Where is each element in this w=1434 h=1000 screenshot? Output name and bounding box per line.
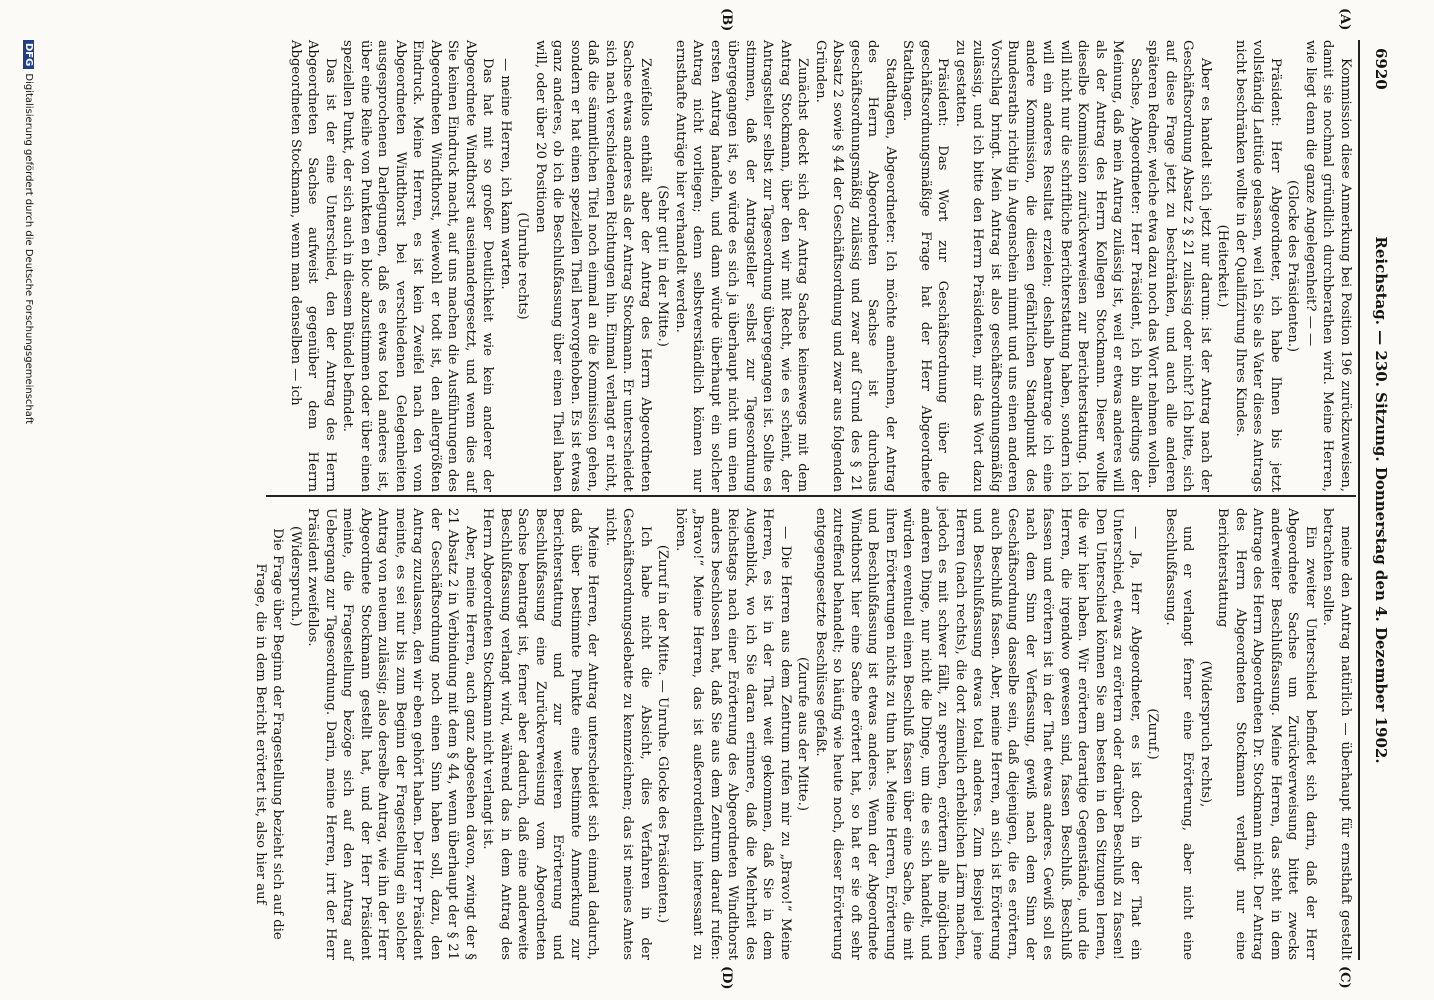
paragraph: meine den Antrag natürlich — überhaupt für ernsthaft gestellt betrachten sollte. <box>1320 508 1353 960</box>
column-divider <box>266 495 1356 497</box>
paragraph: Aber es handelt sich jetzt nur darum: ist der Antrag nach der Geschäftsordnung Absatz 2 § 21 zulässig oder nicht? Ich bitte, sich auf diese Frage jetzt zu beschränken, und auch alle anderen späteren Redner, welche etwa dazu noch das Wort nehmen wollen. <box>1145 40 1213 492</box>
paragraph: — meine Herren, ich kann warten. <box>498 58 513 290</box>
paragraph: Aber, meine Herren, auch ganz abgesehen davon, zwingt der § 21 Absatz 2 in Verbindung mit dem § 44, wenn überhaupt der § 21 der Geschäftsordnung noch einen Sinn haben soll, dazu, den Antrag zuzulassen, den wir eben gehört haben. Der Herr Präsident meinte, es sei nur bis zum Beginn der Fragestellung ein solcher Antrag von neuem zulässig; also derselbe Antrag, wie ihn der Herr Abgeordnete Stockmann gestellt hat, und der Herr Präsident meinte, die Fragestellung bezöge sich auf den Antrag auf Uebergang zur Tagesordnung. Darin, meine Herren, irrt der Herr Präsident zweifellos. <box>305 508 478 960</box>
page-header <box>1362 40 1390 960</box>
header-rule <box>1358 40 1360 960</box>
paragraph: Zweifellos enthält aber der Antrag des Herrn Abgeordneten Sachse etwas anderes als der Antrag Stockmann. Er unterscheidet sich nach verschiedenen Richtungen hin. Einmal verlangt er nicht, daß die sämmtlichen Titel noch einmal an die Kommission gehen, sondern er hat einen speziellen Theil hervorgehoben. Es ist etwas ganz anderes, ob ich die Beschlußfassung über einen Theil haben will, oder über 20 Positionen <box>533 40 653 492</box>
margin-marker-a: (A) <box>1337 8 1352 31</box>
paragraph: Meine Herren, der Antrag unterscheidet sich einmal dadurch, daß über bestimmte Punkte eine bestimmte Anmerkung zur Berichterstattung und zur weiteren Erörterung und Beschlußfassung eine Zurückverweisung vom Abgeordneten Sachse beantragt ist, ferner aber dadurch, daß eine anderweite Beschlußfassung verlangt wird, während das in dem Antrag des Herrn Abgeordneten Stockmann nicht verlangt ist. <box>480 508 601 960</box>
paragraph: (Glocke des Präsidenten.) <box>1285 179 1301 353</box>
paragraph: Präsident: Das Wort zur Geschäftsordnung über die geschäftsordnungsmäßige Frage hat der Herr Abgeordnete Stadthagen. <box>900 40 951 492</box>
paragraph: (Widerspruch rechts), <box>1198 660 1213 808</box>
margin-marker-b: (B) <box>719 8 734 32</box>
left-text-column <box>264 40 1354 492</box>
paragraph: (Zuruf in der Mitte. — Unruhe. Glocke des Präsidenten.) <box>655 544 671 924</box>
paragraph: Präsident: Herr Abgeordneter, ich habe Ihnen bis jetzt vollständig Latitüde gelassen, weil ich Sie als Vater dieses Antrags nicht beschränken wollte in der Qualifizirung Ihres Kindes. <box>1233 40 1283 492</box>
paragraph: (Sehr gut! in der Mitte.) <box>655 185 671 347</box>
paragraph: Zunächst deckt sich der Antrag Sachse keineswegs mit dem Antrag Stockmann, über den wir mit Recht, wie es scheint, der Antragsteller selbst zur Tagesordnung übergegangen ist. Sollte es stimmen, daß der Antragsteller selbst zur Tagesordnung übergegangen ist, so würde es sich ja überhaupt nicht um einen ersten Antrag handeln, und dann würde überhaupt ein solcher Antrag nicht vorliegen; denn selbstverständlich können nur ernsthafte Anträge hier verhandelt werden. <box>673 40 811 492</box>
paragraph: (Zuruf.) <box>1145 708 1161 760</box>
paragraph: Das hat mit so großer Deutlichkeit wie kein anderer der Abgeordnete Windthorst auseinandergesetzt, und wenn dies auf Sie keinen Eindruck macht, auf uns machen die Ausführungen des Abgeordneten Windthorst, wiewohl er todt ist, den allergrößten Eindruck. Meine Herren, es ist kein Zweifel nach den vom Abgeordneten Windthorst bei verschiedenen Gelegenheiten ausgesprochenen Darlegungen, daß es etwas total anderes ist, über eine Reihe von Punkten en bloc abzustimmen oder über einen speziellen Punkt, der sich auch in diesem Bündel befindet. <box>340 40 496 492</box>
paragraph: (Zurufe aus der Mitte.) <box>795 657 811 811</box>
paragraph: Sachse, Abgeordneter: Herr Präsident, ich bin allerdings der Meinung, daß mein Antrag zulässig ist, weil er etwas anderes will als der Antrag des Herrn Kollegen Stockmann. Dieser wollte dieselbe Kommission zurückverweisen zur Berichterstattung. Ich will nicht nur die schriftliche Berichterstattung haben, sondern ich will ein anderes Resultat erzielen; deshalb beantrage ich eine andere Kommission, die diesen gefährlichen Standpunkt des Bundesraths richtig in Augenschein nimmt und uns einen anderen Vorschlag bringt. Mein Antrag ist also geschäftsordnungsmäßig zulässig, und ich bitte den Herrn Präsidenten, mir das Wort dazu zu gestatten. <box>953 40 1143 492</box>
paragraph: Ein zweiter Unterschied befindet sich darin, daß der Herr Abgeordnete Sachse um Zurückverweisung bittet zwecks anderweiter Beschlußfassung. Meine Herren, das steht in dem Antrage des Herrn Abgeordneten Dr. Stockmann nicht. Der Antrag des Herrn Abgeordneten Stockmann verlangt nur eine Berichterstattung <box>1215 508 1318 960</box>
paragraph: (Heiterkeit.) <box>1215 224 1231 308</box>
right-text-column <box>253 508 1354 960</box>
paragraph: und er verlangt ferner eine Erörterung, aber nicht eine Beschlußfassung. <box>1163 508 1196 960</box>
paragraph: Ich habe nicht die Absicht, dies Verfahren in der Geschäftsordnungsdebatte zu kennzeichnen; das ist meines Amtes nicht. <box>603 508 653 960</box>
paragraph: — Ja, Herr Abgeordneter, es ist doch in der That ein Unterschied, etwas zu erörtern oder darüber Beschluß zu fassen! Den Unterschied können Sie am besten in den Sitzungen lernen, die wir hier haben. Wir erörtern derartige Gegenstände, und die Herren, die irgendwo gewesen sind, fassen Beschluß. Beschluß fassen und erörtern ist in der That etwas anderes. Gewiß soll es nach dem Sinn der Verfassung, gewiß nach dem Sinn der Geschäftsordnung dasselbe sein, daß diejenigen, die es erörtern, auch Beschluß fassen. Aber, meine Herren, an sich ist Erörterung und Beschlußfassung etwas total anderes. Zum Beispiel jene Herren (nach rechts), die dort ziemlich erheblichen Lärm machen, jedoch es mit schwer fällt, zu sprechen, erörtern alle möglichen anderen Dinge, nur nicht die Dinge, um die es sich handelt, und würden eventuell einen Beschluß fassen über eine Sache, die mit ihren Erörterungen nichts zu thun hat. Meine Herren, Erörterung und Beschlußfassung ist etwas anderes. Wenn der Abgeordnete Windthorst hier eine Sache erörtert hat, so hat er sie oft sehr zutreffend behandelt; so häufig wie heute noch, dieser Erörterung entgegengesetzte Beschlüsse gefaßt. <box>813 508 1143 960</box>
paragraph: Das ist der eine Unterschied, den der Antrag des Herrn Abgeordneten Sachse aufweist gegenüber dem Herrn Abgeordneten Stockmann, wenn man denselben — ich <box>288 40 338 492</box>
paragraph: (Widerspruch.) <box>288 526 303 627</box>
paragraph: Die Frage über Beginn der Fragestellung bezieht sich auf die Frage, die in dem Bericht erörtert ist, also hier auf <box>253 528 286 940</box>
page-title: Reichstag. — 230. Sitzung. Donnerstag den 4. Dezember 1902. <box>1372 236 1390 764</box>
page-footer <box>23 40 34 960</box>
paragraph: — Die Herren aus dem Zentrum rufen mir zu „Bravo!“ Meine Herren, es ist in der That weit gekommen, daß Sie in dem Augenblick, wo ich Sie daran erinnere, daß die Mehrheit des Reichstags nach einer Erörterung des Abgeordneten Windthorst anders beschlossen hat, daß Sie aus dem Zentrum darauf rufen: „Bravo!“ Meine Herren, das ist außerordentlich interessant zu hören. <box>673 508 793 960</box>
paragraph: Stadthagen, Abgeordneter: Ich möchte annehmen, der Antrag des Herrn Abgeordneten Sachse ist durchaus geschäftsordnungsmäßig zulässig und zwar auf Grund des § 21 Absatz 2 sowie § 44 der Geschäftsordnung und zwar aus folgenden Gründen. <box>813 40 898 492</box>
paragraph: Kommission diese Anmerkung bei Position 196 zurückzuweisen, damit sie nochmal gründlich durchberathen wird. Meine Herren, wie liegt denn die ganze Angelegenheit? — — <box>1303 40 1353 492</box>
paragraph: (Unruhe rechts) <box>515 212 531 320</box>
margin-marker-d: (D) <box>719 966 734 990</box>
footer-text: Digitalisierung gefördert durch die Deutsche Forschungsgemeinschaft <box>23 73 34 425</box>
dfg-logo: DFG <box>23 40 34 69</box>
page-number: 6920 <box>1372 48 1390 90</box>
margin-marker-c: (C) <box>1337 966 1352 989</box>
